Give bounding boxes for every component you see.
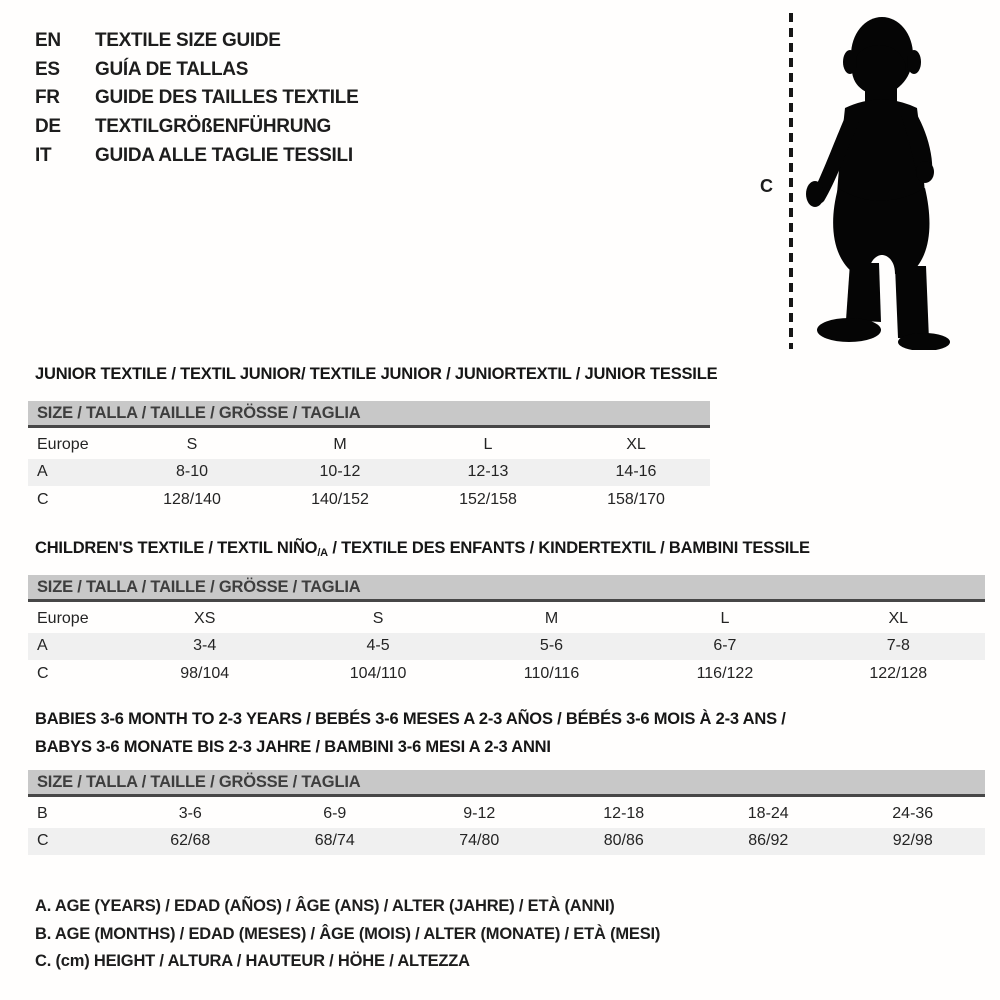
table-cell: 3-6 [178,804,202,822]
table-row [28,660,985,688]
table-cell: 24-36 [892,804,934,822]
table-cell: 86/92 [748,832,789,850]
table-cell: 12-13 [467,463,509,481]
footnote-a: A. AGE (YEARS) / EDAD (AÑOS) / ÂGE (ANS) / ALTER (JAHRE) / ETÀ (ANNI) [35,897,615,915]
table-cell: XS [194,609,216,627]
row-label: A [37,463,48,481]
table-cell: 3-4 [193,637,217,655]
junior-size-header-bar: SIZE / TALLA / TAILLE / GRÖSSE / TAGLIA [28,401,710,428]
row-label: C [37,832,49,850]
language-title: GUIDE DES TAILLES TEXTILE [95,87,359,109]
language-row-en [35,27,358,56]
table-row [28,431,710,459]
table-cell: 140/152 [311,490,369,508]
table-cell: 104/110 [349,664,407,682]
children-title-pre: CHILDREN'S TEXTILE / TEXTIL NIÑO [35,539,318,557]
language-code: IT [35,144,52,166]
children-size-header-bar: SIZE / TALLA / TAILLE / GRÖSSE / TAGLIA [28,575,985,602]
table-row [28,486,710,514]
table-cell: M [544,609,559,627]
row-label: A [37,637,48,655]
table-cell: 4-5 [366,637,390,655]
babies-size-table [28,800,985,855]
babies-size-header-bar: SIZE / TALLA / TAILLE / GRÖSSE / TAGLIA [28,770,985,797]
table-cell: 10-12 [319,463,361,481]
table-row [28,800,985,828]
table-cell: S [372,609,384,627]
language-row-it [35,141,358,170]
table-cell: 9-12 [463,804,496,822]
table-cell: L [720,609,730,627]
table-row [28,633,985,661]
footnote-b: B. AGE (MONTHS) / EDAD (MESES) / ÂGE (MOIS) / ALTER (MONATE) / ETÀ (MESI) [35,924,661,943]
height-measure-label: C [760,176,773,196]
table-cell: S [186,435,198,453]
language-title: TEXTILE SIZE GUIDE [95,30,281,52]
table-cell: 92/98 [892,832,933,850]
row-label: C [37,664,49,682]
row-label: B [37,804,48,822]
table-cell: 152/158 [459,490,517,508]
language-title: GUIDA ALLE TAGLIE TESSILI [95,144,353,166]
table-cell: 62/68 [170,832,211,850]
language-row-de [35,113,358,142]
table-row [28,828,985,856]
table-cell: 14-16 [615,463,657,481]
language-code: ES [35,58,60,80]
height-measure-dashed-line [789,13,793,349]
table-cell: 80/86 [603,832,644,850]
table-cell: 18-24 [747,804,789,822]
table-cell: 74/80 [459,832,500,850]
table-cell: 5-6 [539,637,564,655]
table-cell: 6-7 [713,637,737,655]
children-size-table [28,605,985,688]
children-section-title [35,534,810,567]
junior-section-title: JUNIOR TEXTILE / TEXTIL JUNIOR/ TEXTILE JUNIOR / JUNIORTEXTIL / JUNIOR TESSILE [35,365,718,383]
table-cell: 6-9 [323,804,347,822]
table-cell: M [333,435,347,453]
babies-section-title [35,705,786,761]
table-cell: XL [626,435,646,453]
table-cell: 128/140 [163,490,221,508]
table-cell: 122/128 [869,664,928,682]
language-code: EN [35,30,61,52]
row-label: C [37,490,49,508]
language-row-fr [35,84,358,113]
table-cell: 110/116 [523,664,580,682]
table-cell: 68/74 [314,832,355,850]
table-cell: 12-18 [603,804,645,822]
children-title-post: / TEXTILE DES ENFANTS / KINDERTEXTIL / BAMBINI TESSILE [327,539,810,557]
footnotes [35,893,660,976]
language-code: DE [35,116,61,138]
babies-title-line2: BABYS 3-6 MONATE BIS 2-3 JAHRE / BAMBINI 3-6 MESI A 2-3 ANNI [35,738,551,756]
row-label: Europe [37,435,89,453]
language-title: GUÍA DE TALLAS [95,58,249,80]
table-row [28,459,710,487]
children-title-sub: /A [317,547,328,559]
language-title-list [35,27,358,170]
toddler-silhouette-icon [801,8,959,350]
footnote-c: C. (cm) HEIGHT / ALTURA / HAUTEUR / HÖHE / ALTEZZA [35,952,470,970]
table-cell: 98/104 [180,664,230,682]
table-cell: XL [888,609,909,627]
table-cell: 158/170 [607,490,665,508]
language-title: TEXTILGRÖßENFÜHRUNG [95,116,332,138]
language-code: FR [35,87,60,109]
table-cell: 8-10 [175,463,209,481]
table-cell: 7-8 [886,637,910,655]
table-cell: 116/122 [696,664,754,682]
babies-title-line1: BABIES 3-6 MONTH TO 2-3 YEARS / BEBÉS 3-6 MESES A 2-3 AÑOS / BÉBÉS 3-6 MOIS À 2-3 ANS / [35,710,786,728]
table-cell: L [483,435,493,453]
table-row [28,605,985,633]
row-label: Europe [37,609,89,627]
language-row-es [35,56,358,85]
junior-size-table [28,431,710,514]
